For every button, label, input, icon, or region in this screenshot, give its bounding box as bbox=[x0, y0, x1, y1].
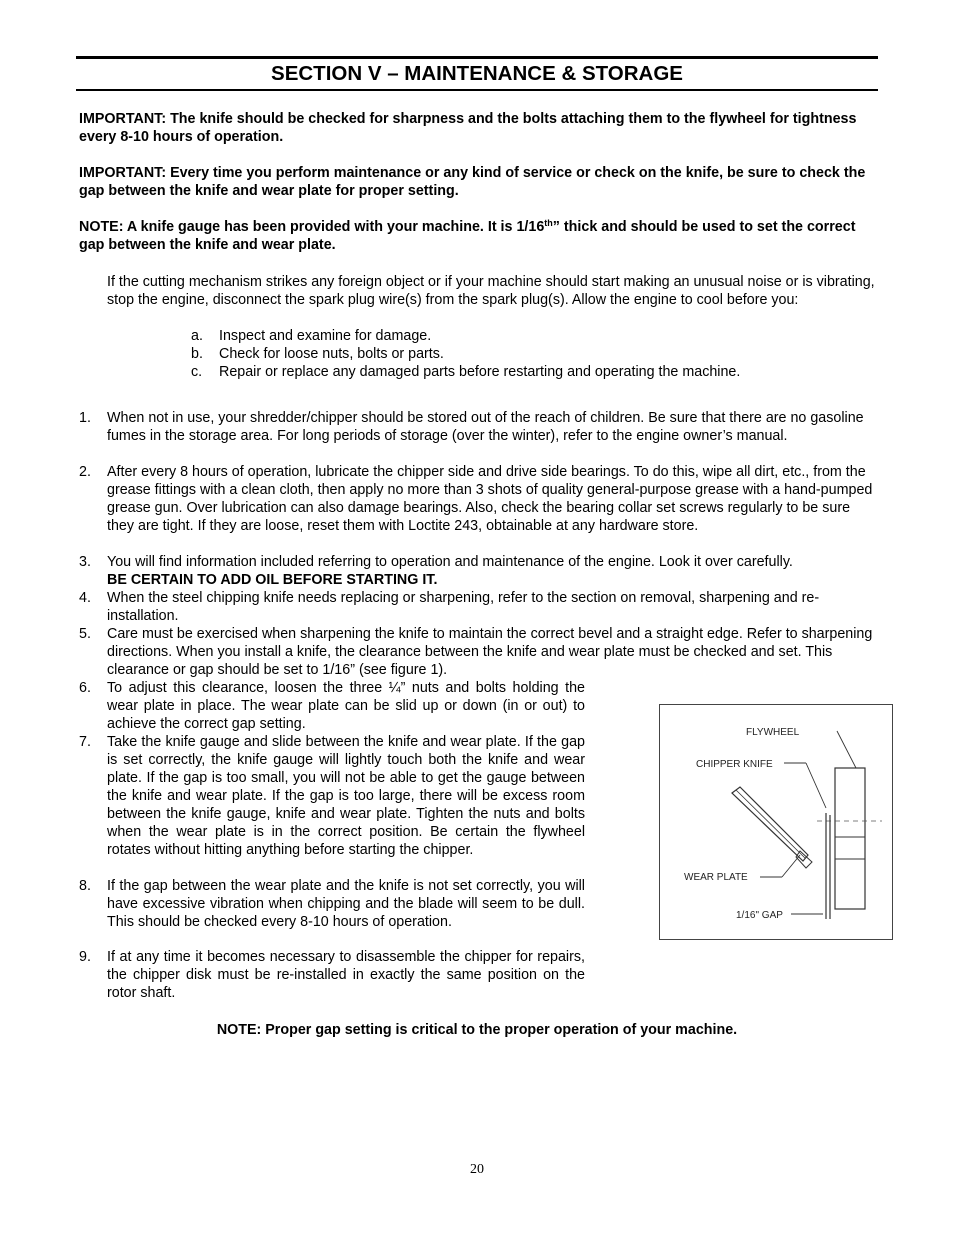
inspection-step-text: Check for loose nuts, bolts or parts. bbox=[219, 346, 444, 362]
maintenance-step bbox=[79, 589, 879, 625]
section-title: SECTION V – MAINTENANCE & STORAGE bbox=[271, 62, 683, 85]
final-note: NOTE: Proper gap setting is critical to the proper operation of your machine. bbox=[216, 1022, 738, 1038]
maintenance-step bbox=[79, 625, 879, 679]
note-knife-gauge-start: NOTE: A knife gauge has been provided with your machine. It is 1/16 bbox=[79, 219, 545, 235]
knife-gap-figure bbox=[659, 704, 893, 940]
step-number: 6. bbox=[79, 680, 91, 696]
intro-paragraph: If the cutting mechanism strikes any foreign object or if your machine should start making an unusual noise or is vibrating, stop the engine, disconnect the spark plug wire(s) from the spark plug(s). Allow the engine to cool before you: bbox=[107, 274, 875, 308]
inspection-step-letter: a. bbox=[191, 328, 203, 344]
title-rule-bottom bbox=[76, 89, 878, 91]
page-number: 20 bbox=[470, 1162, 484, 1177]
inspection-step bbox=[191, 363, 740, 381]
step-text: After every 8 hours of operation, lubricate the chipper side and drive side bearings. To do this, wipe all dirt, etc., from the grease fittings with a clean cloth, then apply no more than 3 shots of quality general-purpose grease with a hand-pumped grease gun. Over lubrication can also damage bearings. Also, check the bearing collar set screws regularly to be sure they are tight. If they are loose, reset them with Loctite 243, obtainable at any hardware store. bbox=[107, 464, 873, 534]
label-gap: 1/16" GAP bbox=[736, 910, 783, 921]
step-text: When not in use, your shredder/chipper should be stored out of the reach of children. Be sure that there are no gasoline fumes in the storage area. For long periods of storage (over the winter), refer to the engine owner’s manual. bbox=[107, 410, 864, 444]
note-knife-gauge-superscript: th bbox=[544, 218, 553, 228]
step-text-main: You will find information included referring to operation and maintenance of the engine. Look it over carefully. bbox=[107, 554, 793, 570]
inspection-step-text: Inspect and examine for damage. bbox=[219, 328, 432, 344]
step-number: 3. bbox=[79, 554, 91, 570]
knife-gap-diagram bbox=[660, 705, 892, 939]
step-number: 2. bbox=[79, 464, 91, 480]
maintenance-step bbox=[79, 733, 585, 859]
chipper-knife-bevel bbox=[736, 790, 805, 858]
step-number: 5. bbox=[79, 626, 91, 642]
inspection-step bbox=[191, 327, 431, 345]
maintenance-step bbox=[79, 409, 879, 445]
step-text: Care must be exercised when sharpening the knife to maintain the correct bevel and a straight edge. Refer to sharpening directions. When you install a knife, the clearance between the knife and wear plate must be checked and set. This clearance or gap should be set to 1/16” (see figure 1). bbox=[107, 626, 873, 678]
important-note-gap: IMPORTANT: Every time you perform maintenance or any kind of service or check on the knife, be sure to check the gap between the knife and wear plate for proper setting. bbox=[79, 165, 866, 199]
label-chipper-knife: CHIPPER KNIFE bbox=[696, 759, 773, 770]
important-note-sharpness: IMPORTANT: The knife should be checked for sharpness and the bolts attaching them to the flywheel for tightness every 8-10 hours of operation. bbox=[79, 111, 857, 145]
step-number: 1. bbox=[79, 410, 91, 426]
maintenance-step bbox=[79, 679, 585, 733]
step-warning-bold: BE CERTAIN TO ADD OIL BEFORE STARTING IT. bbox=[107, 572, 438, 588]
maintenance-step bbox=[79, 948, 585, 1002]
step-text: If at any time it becomes necessary to disassemble the chipper for repairs, the chipper disk must be re-installed in exactly the same position on the rotor shaft. bbox=[107, 949, 585, 1001]
inspection-step-text: Repair or replace any damaged parts before restarting and operating the machine. bbox=[219, 364, 741, 380]
inspection-step-letter: c. bbox=[191, 364, 203, 380]
step-number: 4. bbox=[79, 590, 91, 606]
note-knife-gauge bbox=[79, 218, 879, 254]
flywheel-leader-line bbox=[837, 731, 856, 768]
step-text bbox=[107, 553, 879, 589]
label-wear-plate: WEAR PLATE bbox=[684, 872, 748, 883]
label-flywheel: FLYWHEEL bbox=[746, 727, 800, 738]
step-number: 8. bbox=[79, 878, 91, 894]
flywheel-shape bbox=[835, 768, 865, 909]
maintenance-step bbox=[79, 877, 585, 931]
note-knife-gauge-end: ” thick and should be used to set the correct gap between the knife and wear plate. bbox=[79, 219, 856, 253]
step-number: 7. bbox=[79, 734, 91, 750]
step-text: If the gap between the wear plate and the knife is not set correctly, you will have excessive vibration when chipping and the blade will seem to be dull. This should be checked every 8-10 hours of operation. bbox=[107, 878, 585, 930]
inspection-step-letter: b. bbox=[191, 346, 203, 362]
knife-leader-line bbox=[806, 763, 826, 808]
title-rule-top bbox=[76, 56, 878, 59]
step-number: 9. bbox=[79, 949, 91, 965]
maintenance-step bbox=[79, 463, 879, 535]
maintenance-step bbox=[79, 553, 879, 589]
inspection-step bbox=[191, 345, 444, 363]
wear-plate-leader-line bbox=[782, 855, 800, 877]
step-text: When the steel chipping knife needs replacing or sharpening, refer to the section on removal, sharpening and re-installation. bbox=[107, 590, 820, 624]
step-text: To adjust this clearance, loosen the three ¼” nuts and bolts holding the wear plate in place. The wear plate can be slid up or down (in or out) to achieve the correct gap setting. bbox=[107, 680, 585, 732]
step-text: Take the knife gauge and slide between the knife and wear plate. If the gap is set correctly, the knife gauge will lightly touch both the knife and wear plate. If the gap is too small, you will not be able to get the gauge between the knife and wear plate. If the gap is too large, there will be excess room between the knife gauge, knife and wear plate. Tighten the nuts and bolts when the wear plate is in the correct position. Be certain the flywheel rotates without hitting anything before starting the chipper. bbox=[107, 734, 585, 858]
